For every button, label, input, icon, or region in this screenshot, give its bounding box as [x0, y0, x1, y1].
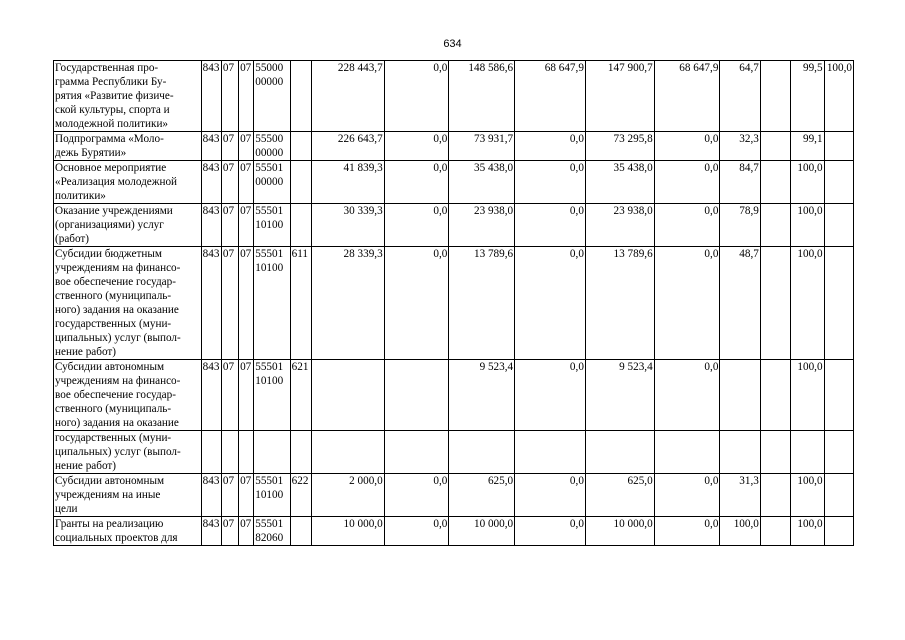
value-cell-c2 [384, 431, 449, 474]
code-cell-rz: 07 [221, 474, 238, 517]
value-cell-c1: 2 000,0 [311, 474, 384, 517]
value-cell-c4 [515, 431, 586, 474]
value-cell-c3: 73 931,7 [449, 132, 515, 161]
code-cell-vr [290, 431, 311, 474]
value-cell-c5 [585, 431, 654, 474]
table-row [54, 161, 854, 204]
code-cell-gr: 843 [201, 204, 221, 247]
code-cell-gr: 843 [201, 161, 221, 204]
code-cell-vr: 621 [290, 360, 311, 431]
row-name-line: политики» [55, 190, 106, 202]
value-cell-c10 [824, 431, 853, 474]
value-cell-c3: 625,0 [449, 474, 515, 517]
value-cell-c1: 28 339,3 [311, 247, 384, 360]
value-cell-c5: 35 438,0 [585, 161, 654, 204]
row-name-line: Подпрограмма «Моло- [55, 133, 164, 145]
value-cell-c6: 0,0 [654, 161, 720, 204]
value-cell-c6: 0,0 [654, 204, 720, 247]
value-cell-c6: 68 647,9 [654, 61, 720, 132]
csr-line: 55501 [255, 475, 284, 487]
row-name-line: цели [55, 503, 78, 515]
value-cell-c2: 0,0 [384, 517, 449, 546]
value-cell-c10 [824, 517, 853, 546]
value-cell-c2: 0,0 [384, 247, 449, 360]
code-cell-gr [201, 431, 221, 474]
csr-line: 55501 [255, 248, 284, 260]
row-name-line: государственных (муни- [55, 318, 172, 330]
value-cell-c8 [760, 247, 790, 360]
value-cell-c8 [760, 204, 790, 247]
row-name-line: «Реализация молодежной [55, 176, 178, 188]
row-name-line: (организациями) услуг [55, 219, 164, 231]
value-cell-c1 [311, 431, 384, 474]
value-cell-c3: 23 938,0 [449, 204, 515, 247]
value-cell-c4: 0,0 [515, 517, 586, 546]
row-name-line: рятия «Развитие физиче- [55, 90, 174, 102]
value-cell-c4: 0,0 [515, 247, 586, 360]
value-cell-c2: 0,0 [384, 132, 449, 161]
value-cell-c4: 0,0 [515, 204, 586, 247]
value-cell-c7 [720, 431, 760, 474]
csr-line: 55501 [255, 518, 284, 530]
code-cell-pr: 07 [239, 360, 254, 431]
row-name-line: ного) задания на оказание [55, 417, 179, 429]
value-cell-c8 [760, 431, 790, 474]
code-cell-vr [290, 161, 311, 204]
value-cell-c8 [760, 61, 790, 132]
row-name-cell [54, 517, 202, 546]
row-name-line: ципальных) услуг (выпол- [55, 446, 181, 458]
value-cell-c2: 0,0 [384, 61, 449, 132]
row-name-line: социальных проектов для [55, 532, 178, 544]
row-name-line: дежь Бурятии» [55, 147, 127, 159]
row-name-cell [54, 61, 202, 132]
row-name-line: ской культуры, спорта и [55, 104, 170, 116]
code-cell-pr: 07 [239, 474, 254, 517]
code-cell-rz: 07 [221, 247, 238, 360]
code-cell-csr [254, 61, 290, 132]
code-cell-vr [290, 204, 311, 247]
row-name-line: Субсидии автономным [55, 361, 165, 373]
csr-line: 10100 [255, 375, 284, 387]
value-cell-c4: 68 647,9 [515, 61, 586, 132]
csr-line: 55000 [255, 62, 284, 74]
value-cell-c9: 99,5 [791, 61, 824, 132]
row-name-line: (работ) [55, 233, 90, 245]
table-row [54, 474, 854, 517]
value-cell-c2: 0,0 [384, 474, 449, 517]
row-name-line: Субсидии бюджетным [55, 248, 162, 260]
value-cell-c6: 0,0 [654, 517, 720, 546]
code-cell-csr [254, 204, 290, 247]
value-cell-c1: 41 839,3 [311, 161, 384, 204]
csr-line: 00000 [255, 76, 284, 88]
row-name-line: Оказание учреждениями [55, 205, 173, 217]
csr-line: 10100 [255, 489, 284, 501]
value-cell-c10 [824, 247, 853, 360]
value-cell-c9: 100,0 [791, 474, 824, 517]
value-cell-c7: 31,3 [720, 474, 760, 517]
code-cell-pr: 07 [239, 132, 254, 161]
value-cell-c7: 64,7 [720, 61, 760, 132]
value-cell-c4: 0,0 [515, 360, 586, 431]
value-cell-c2: 0,0 [384, 204, 449, 247]
code-cell-gr: 843 [201, 517, 221, 546]
row-name-cell [54, 360, 202, 431]
csr-line: 55501 [255, 162, 284, 174]
code-cell-pr: 07 [239, 517, 254, 546]
value-cell-c10 [824, 474, 853, 517]
row-name-cell [54, 132, 202, 161]
table-row [54, 247, 854, 360]
value-cell-c7: 100,0 [720, 517, 760, 546]
row-name-line: учреждениям на финансо- [55, 375, 181, 387]
value-cell-c1: 10 000,0 [311, 517, 384, 546]
code-cell-rz: 07 [221, 517, 238, 546]
value-cell-c9: 99,1 [791, 132, 824, 161]
value-cell-c1 [311, 360, 384, 431]
code-cell-rz: 07 [221, 204, 238, 247]
row-name-line: вое обеспечение государ- [55, 276, 176, 288]
value-cell-c5: 147 900,7 [585, 61, 654, 132]
row-name-line: Гранты на реализацию [55, 518, 164, 530]
value-cell-c8 [760, 360, 790, 431]
value-cell-c7: 78,9 [720, 204, 760, 247]
table-row [54, 431, 854, 474]
value-cell-c9: 100,0 [791, 360, 824, 431]
table-row [54, 132, 854, 161]
value-cell-c10: 100,0 [824, 61, 853, 132]
value-cell-c3: 9 523,4 [449, 360, 515, 431]
code-cell-pr: 07 [239, 61, 254, 132]
value-cell-c3: 10 000,0 [449, 517, 515, 546]
value-cell-c9: 100,0 [791, 204, 824, 247]
csr-line: 55500 [255, 133, 284, 145]
code-cell-rz: 07 [221, 360, 238, 431]
value-cell-c2: 0,0 [384, 161, 449, 204]
budget-table [53, 60, 854, 546]
row-name-line: нение работ) [55, 460, 117, 472]
code-cell-vr [290, 517, 311, 546]
row-name-line: учреждениям на иные [55, 489, 161, 501]
value-cell-c6: 0,0 [654, 132, 720, 161]
code-cell-vr: 611 [290, 247, 311, 360]
csr-line: 10100 [255, 262, 284, 274]
code-cell-vr [290, 132, 311, 161]
value-cell-c5: 10 000,0 [585, 517, 654, 546]
row-name-line: нение работ) [55, 346, 117, 358]
table-row [54, 360, 854, 431]
value-cell-c4: 0,0 [515, 161, 586, 204]
code-cell-gr: 843 [201, 247, 221, 360]
row-name-line: ного) задания на оказание [55, 304, 179, 316]
code-cell-csr [254, 517, 290, 546]
code-cell-vr [290, 61, 311, 132]
code-cell-csr [254, 431, 290, 474]
value-cell-c7: 84,7 [720, 161, 760, 204]
code-cell-csr [254, 247, 290, 360]
value-cell-c4: 0,0 [515, 474, 586, 517]
table-row [54, 61, 854, 132]
code-cell-rz: 07 [221, 61, 238, 132]
value-cell-c5: 625,0 [585, 474, 654, 517]
code-cell-rz: 07 [221, 132, 238, 161]
code-cell-vr: 622 [290, 474, 311, 517]
row-name-line: ципальных) услуг (выпол- [55, 332, 181, 344]
csr-line: 82060 [255, 532, 284, 544]
value-cell-c5: 9 523,4 [585, 360, 654, 431]
row-name-cell [54, 204, 202, 247]
code-cell-pr: 07 [239, 247, 254, 360]
row-name-line: Государственная про- [55, 62, 159, 74]
row-name-line: ственного (муниципаль- [55, 403, 172, 415]
code-cell-gr: 843 [201, 474, 221, 517]
value-cell-c10 [824, 360, 853, 431]
value-cell-c3: 13 789,6 [449, 247, 515, 360]
value-cell-c8 [760, 474, 790, 517]
row-name-line: учреждениям на финансо- [55, 262, 181, 274]
value-cell-c5: 13 789,6 [585, 247, 654, 360]
value-cell-c8 [760, 161, 790, 204]
value-cell-c7: 32,3 [720, 132, 760, 161]
row-name-line: ственного (муниципаль- [55, 290, 172, 302]
code-cell-csr [254, 474, 290, 517]
value-cell-c3 [449, 431, 515, 474]
code-cell-csr [254, 132, 290, 161]
table-row [54, 517, 854, 546]
csr-line: 55501 [255, 361, 284, 373]
value-cell-c6: 0,0 [654, 247, 720, 360]
value-cell-c3: 148 586,6 [449, 61, 515, 132]
value-cell-c6: 0,0 [654, 360, 720, 431]
row-name-line: вое обеспечение государ- [55, 389, 176, 401]
csr-line: 55501 [255, 205, 284, 217]
value-cell-c1: 228 443,7 [311, 61, 384, 132]
row-name-cell [54, 431, 202, 474]
value-cell-c7 [720, 360, 760, 431]
row-name-line: государственных (муни- [55, 432, 172, 444]
row-name-cell [54, 474, 202, 517]
value-cell-c5: 23 938,0 [585, 204, 654, 247]
value-cell-c5: 73 295,8 [585, 132, 654, 161]
value-cell-c6 [654, 431, 720, 474]
value-cell-c9: 100,0 [791, 161, 824, 204]
value-cell-c1: 226 643,7 [311, 132, 384, 161]
row-name-line: Субсидии автономным [55, 475, 165, 487]
code-cell-gr: 843 [201, 360, 221, 431]
code-cell-csr [254, 360, 290, 431]
csr-line: 00000 [255, 176, 284, 188]
row-name-line: молодежной политики» [55, 118, 169, 130]
value-cell-c2 [384, 360, 449, 431]
value-cell-c3: 35 438,0 [449, 161, 515, 204]
code-cell-csr [254, 161, 290, 204]
code-cell-gr: 843 [201, 61, 221, 132]
value-cell-c1: 30 339,3 [311, 204, 384, 247]
value-cell-c7: 48,7 [720, 247, 760, 360]
row-name-cell [54, 161, 202, 204]
value-cell-c8 [760, 132, 790, 161]
value-cell-c4: 0,0 [515, 132, 586, 161]
code-cell-rz [221, 431, 238, 474]
code-cell-pr [239, 431, 254, 474]
value-cell-c6: 0,0 [654, 474, 720, 517]
value-cell-c9: 100,0 [791, 247, 824, 360]
value-cell-c10 [824, 204, 853, 247]
value-cell-c9: 100,0 [791, 517, 824, 546]
row-name-line: грамма Республики Бу- [55, 76, 167, 88]
code-cell-gr: 843 [201, 132, 221, 161]
code-cell-rz: 07 [221, 161, 238, 204]
code-cell-pr: 07 [239, 204, 254, 247]
value-cell-c8 [760, 517, 790, 546]
value-cell-c9 [791, 431, 824, 474]
value-cell-c10 [824, 161, 853, 204]
code-cell-pr: 07 [239, 161, 254, 204]
csr-line: 10100 [255, 219, 284, 231]
table-row [54, 204, 854, 247]
row-name-line: Основное мероприятие [55, 162, 167, 174]
value-cell-c10 [824, 132, 853, 161]
page-number: 634 [443, 38, 462, 50]
csr-line: 00000 [255, 147, 284, 159]
row-name-cell [54, 247, 202, 360]
